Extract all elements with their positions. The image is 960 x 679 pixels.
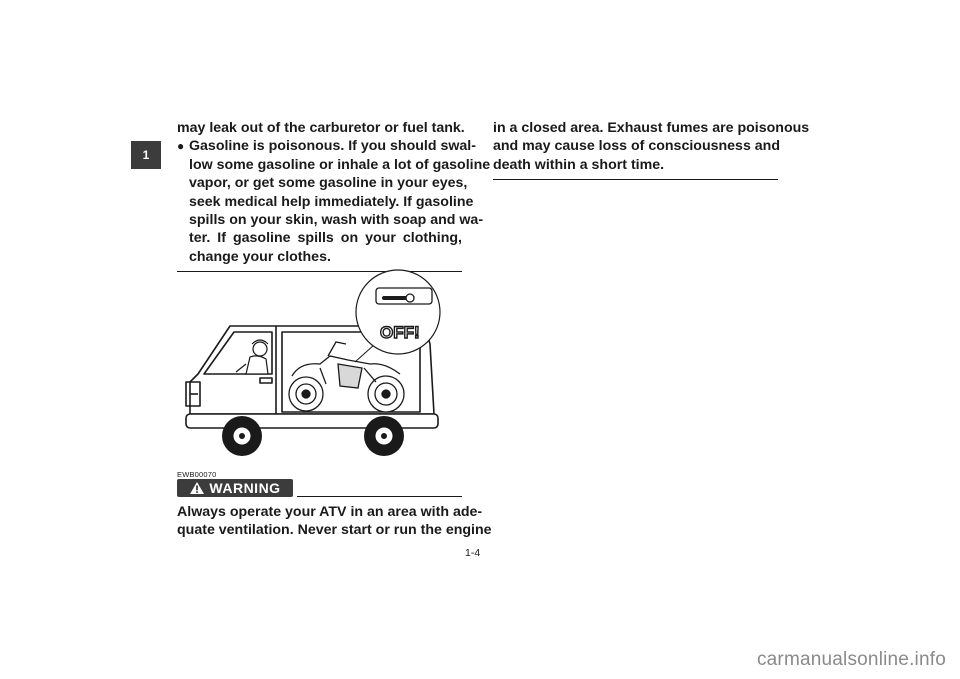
warning-triangle-icon bbox=[189, 481, 205, 495]
off-callout-text: OFF! bbox=[380, 323, 420, 342]
watermark[interactable]: carmanualsonline.info bbox=[756, 649, 946, 670]
text-line: Always operate your ATV in an area with ade- bbox=[177, 504, 483, 520]
text-line: spills on your skin, wash with soap and wa- bbox=[189, 212, 484, 229]
warning-divider bbox=[297, 496, 462, 497]
text-line: Gasoline is poisonous. If you should swal- bbox=[189, 138, 476, 155]
warning-header bbox=[177, 479, 462, 499]
left-column bbox=[177, 119, 491, 272]
text-line: may leak out of the carburetor or fuel tank. bbox=[177, 120, 465, 136]
warning-code: EWB00070 bbox=[177, 470, 217, 479]
text-line: seek medical help immediately. If gasoline bbox=[189, 193, 474, 210]
text-line: and may cause loss of consciousness and bbox=[493, 138, 781, 155]
text-line: ter. If gasoline spills on your clothing, bbox=[189, 230, 462, 247]
text-line: change your clothes. bbox=[189, 248, 331, 265]
chapter-tab-label: 1 bbox=[142, 148, 150, 162]
warning-label: WARNING bbox=[209, 480, 281, 496]
chapter-tab bbox=[131, 141, 161, 169]
bullet-icon: ● bbox=[177, 139, 185, 154]
text-line: vapor, or get some gasoline in your eyes, bbox=[189, 175, 468, 192]
right-column bbox=[493, 119, 810, 180]
section-divider bbox=[493, 179, 778, 180]
warning-badge bbox=[177, 479, 293, 497]
bullet-item bbox=[177, 137, 491, 266]
text-line: death within a short time. bbox=[493, 156, 665, 173]
warning-text bbox=[177, 503, 492, 540]
van-illustration bbox=[180, 264, 445, 464]
text-line: quate ventilation. Never start or run the engine bbox=[177, 522, 492, 539]
text-line: low some gasoline or inhale a lot of gasoline bbox=[189, 156, 491, 173]
page-number: 1-4 bbox=[465, 547, 481, 559]
text-line: in a closed area. Exhaust fumes are poisonous bbox=[493, 120, 810, 136]
